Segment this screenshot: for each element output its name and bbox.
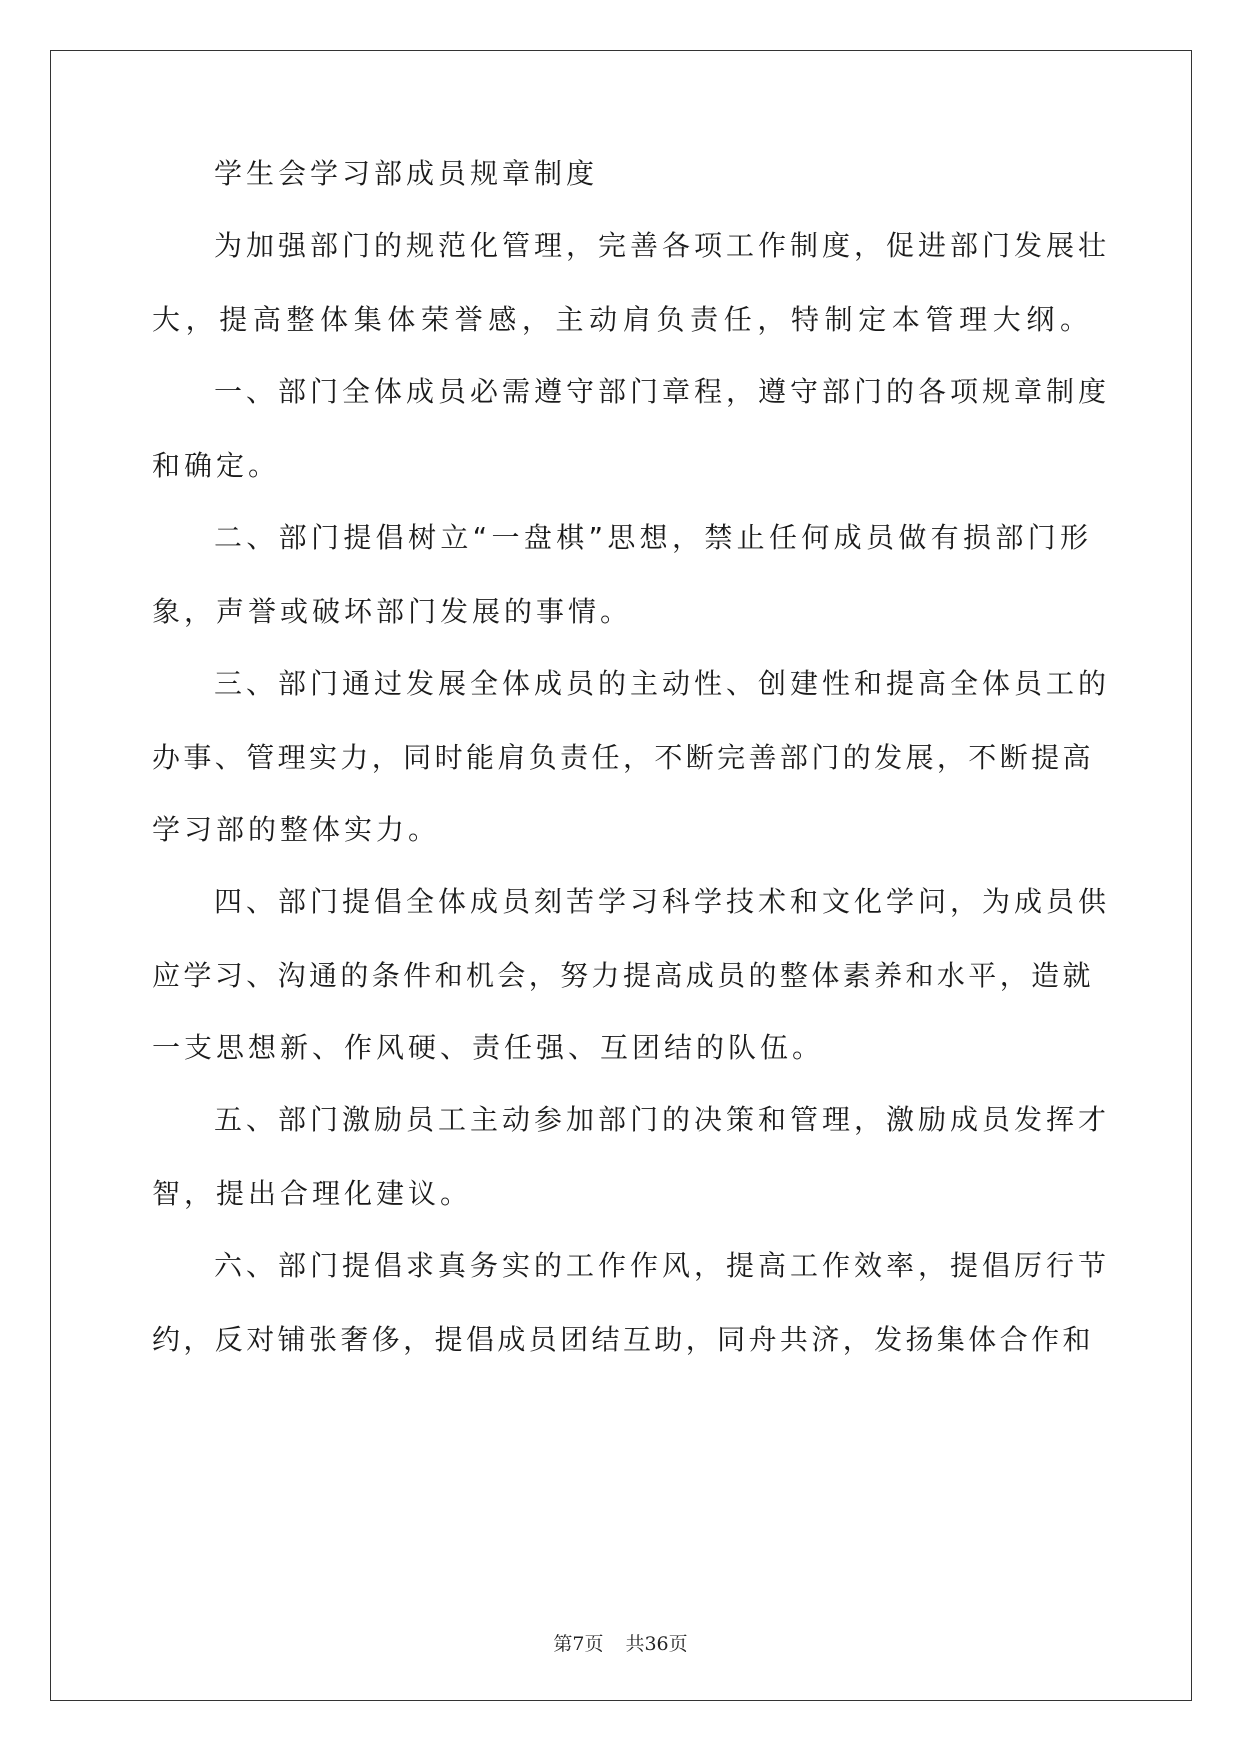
paragraph-7-line-2: 约，反对铺张奢侈，提倡成员团结互助，同舟共济，发扬集体合作和 [152,1323,1092,1356]
paragraph-5-line-1: 四、部门提倡全体成员刻苦学习科学技术和文化学问，为成员供 [214,885,1111,918]
paragraph-3-line-1: 二、部门提倡树立“一盘棋”思想，禁止任何成员做有损部门形 [214,521,1092,554]
paragraph-3-line-2: 象，声誉或破坏部门发展的事情。 [152,595,633,628]
paragraph-2-line-2: 和确定。 [152,449,281,482]
paragraph-4-line-2: 办事、管理实力，同时能肩负责任，不断完善部门的发展，不断提高 [152,741,1092,774]
paragraph-6-line-1: 五、部门激励员工主动参加部门的决策和管理，激励成员发挥才 [214,1103,1111,1136]
page-total: 共36页 [625,1633,688,1655]
paragraph-6-line-2: 智，提出合理化建议。 [152,1177,473,1210]
paragraph-1-line-2: 大，提高整体集体荣誉感，主动肩负责任，特制定本管理大纲。 [152,303,1092,336]
page-footer [0,1629,1241,1656]
paragraph-5-line-3: 一支思想新、作风硬、责任强、互团结的队伍。 [152,1031,825,1064]
document-title: 学生会学习部成员规章制度 [214,157,599,190]
paragraph-4-line-3: 学习部的整体实力。 [152,813,441,846]
paragraph-1-line-1: 为加强部门的规范化管理，完善各项工作制度，促进部门发展壮 [214,229,1111,262]
paragraph-2-line-1: 一、部门全体成员必需遵守部门章程，遵守部门的各项规章制度 [214,375,1111,408]
paragraph-4-line-1: 三、部门通过发展全体成员的主动性、创建性和提高全体员工的 [214,667,1111,700]
page-number: 第7页 [553,1633,604,1655]
paragraph-5-line-2: 应学习、沟通的条件和机会，努力提高成员的整体素养和水平，造就 [152,959,1092,992]
paragraph-7-line-1: 六、部门提倡求真务实的工作作风，提高工作效率，提倡厉行节 [214,1249,1111,1282]
page-border [50,50,1192,1701]
